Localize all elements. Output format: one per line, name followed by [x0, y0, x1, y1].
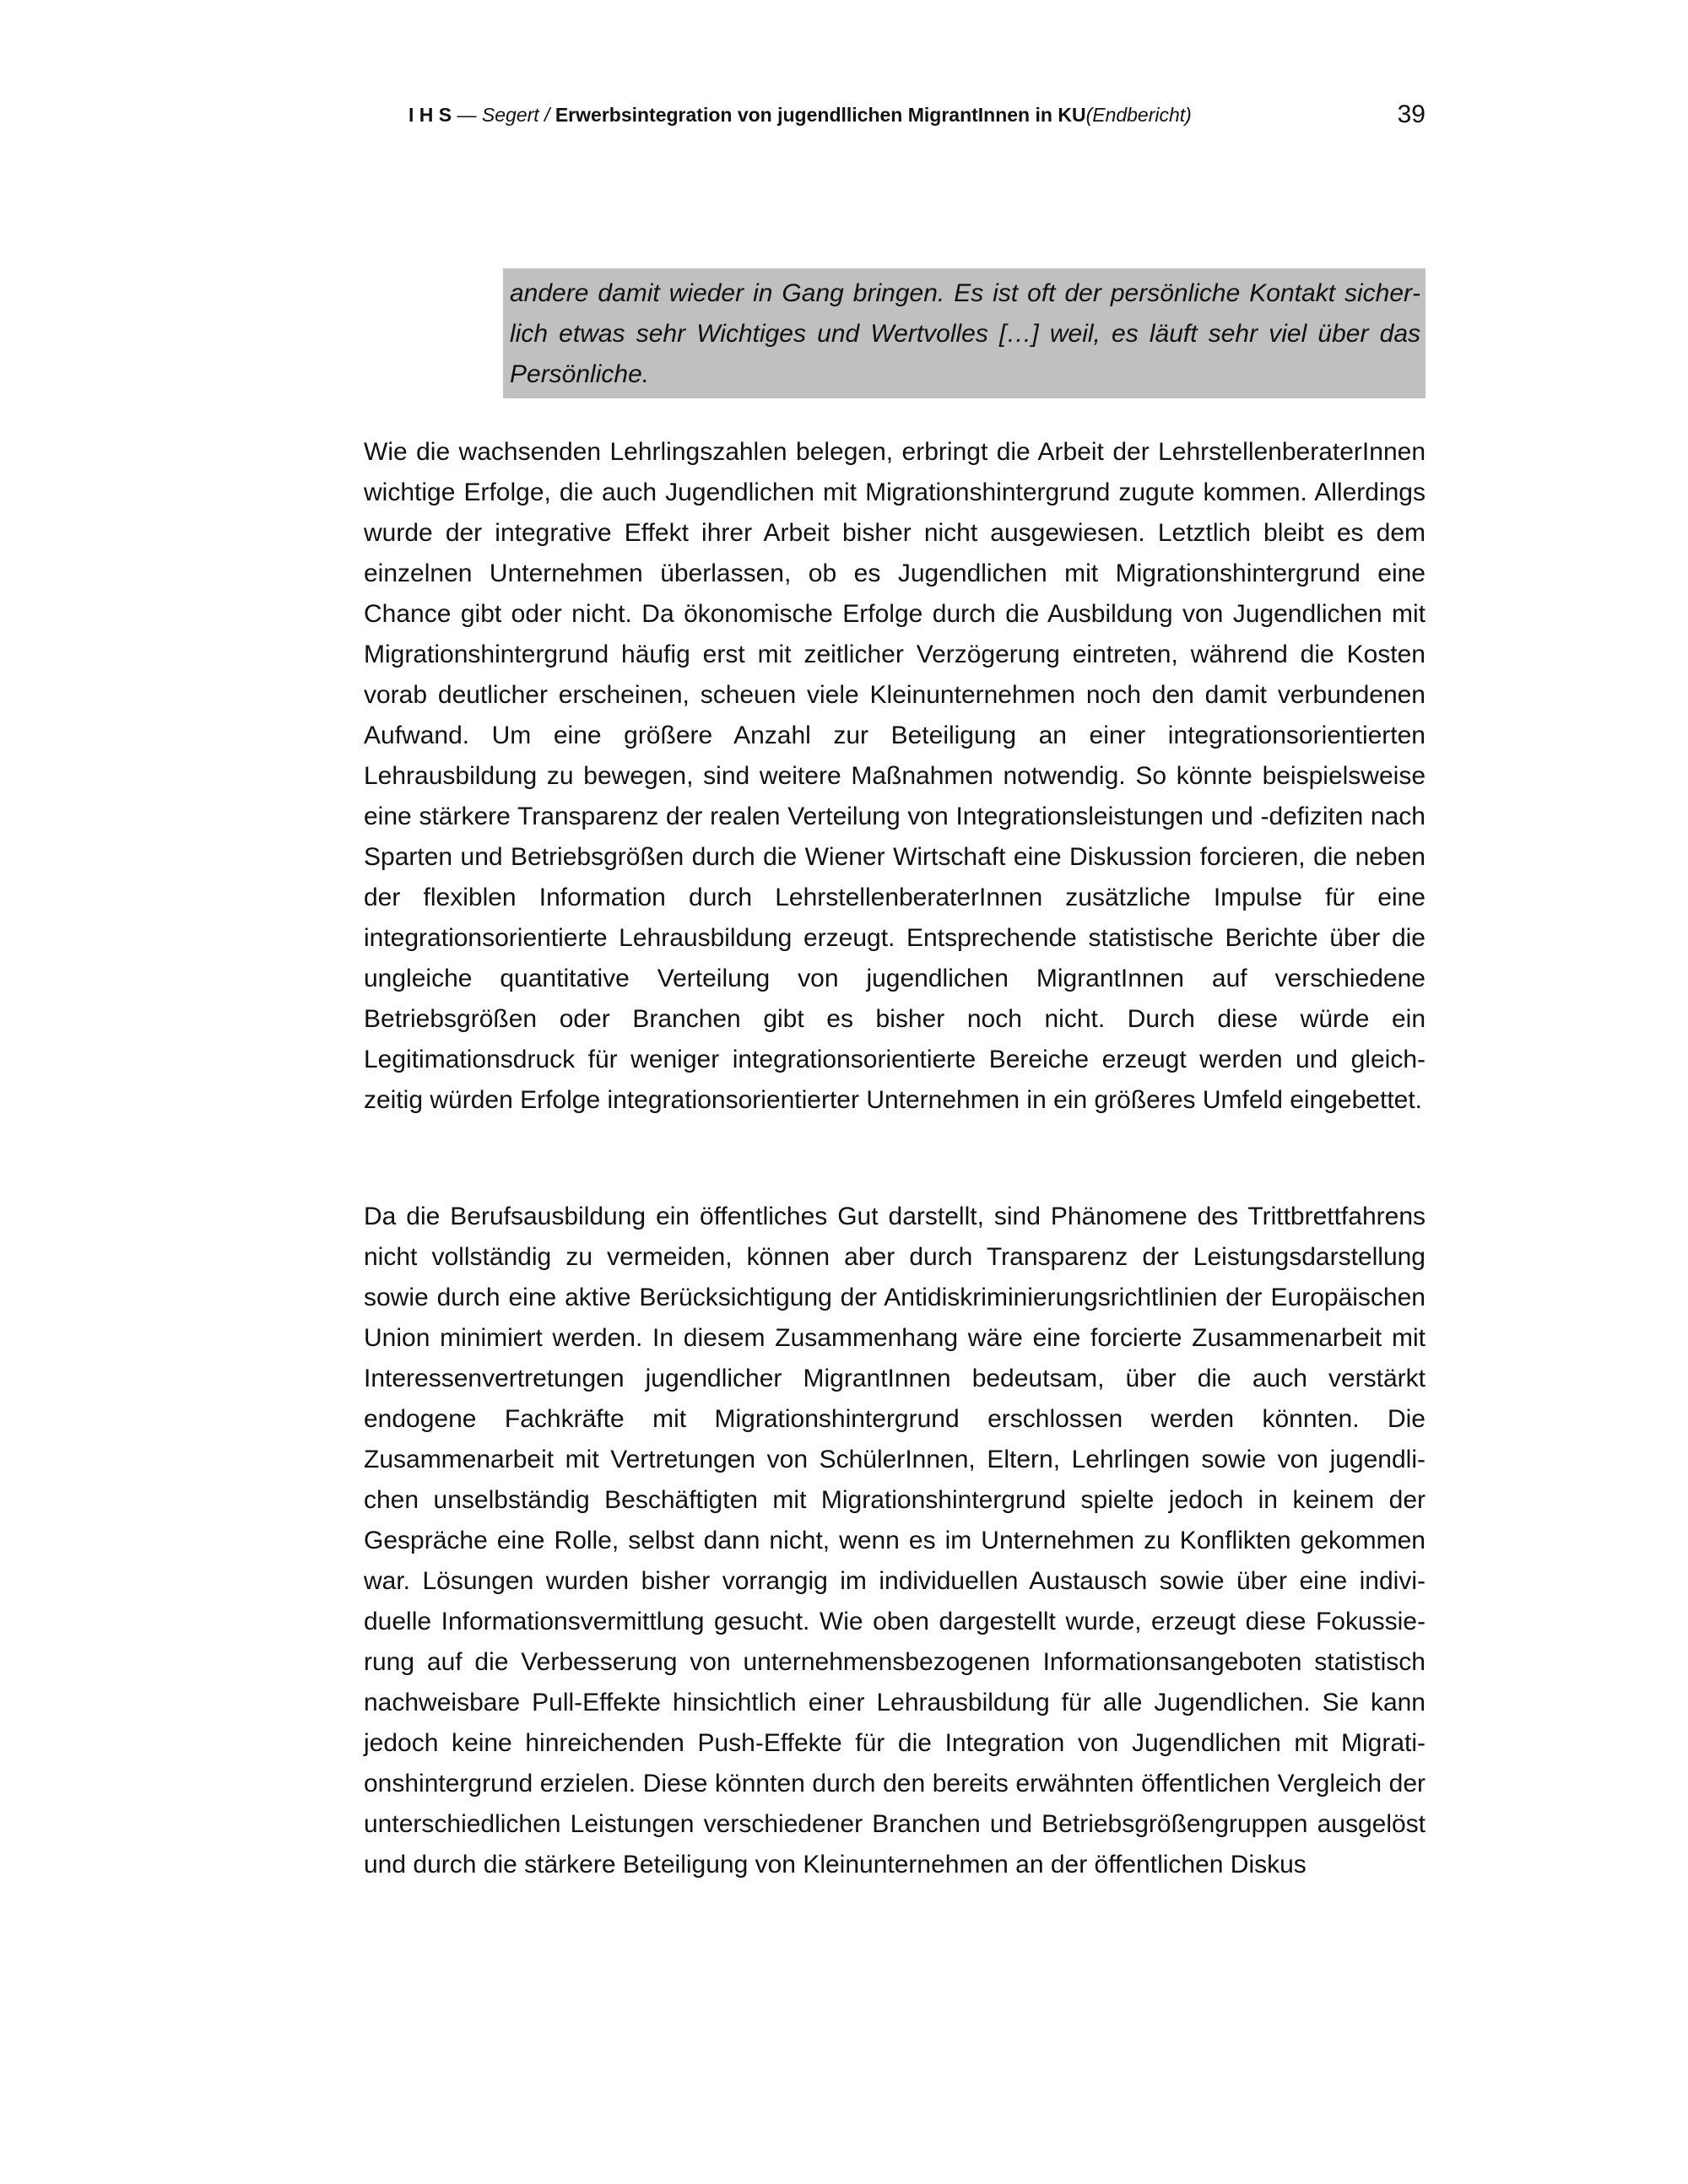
- header-separator: —: [452, 104, 482, 126]
- body-paragraph-2: Da die Berufsausbildung ein öffentliches Gut darstellt, sind Phänomene des Trittbrettfahrens nicht vollständig zu vermeiden, können aber durch Transparenz der Leistungsdarstellung sowie durch eine aktive Berücksichtigung der Antidiskriminierungsrichtlinien der Europäischen Union minimiert werden. In diesem Zusammenhang wäre eine forcierte Zusammenarbeit mit Interessenvertretungen jugendlicher MigrantInnen bedeutsam, über die auch verstärkt endogene Fachkräfte mit Migrationshintergrund erschlossen werden könnten. Die Zusammenarbeit mit Vertretungen von SchülerInnen, Eltern, Lehrlingen sowie von jugendlichen unselbständig Beschäftigten mit Migrationshintergrund spielte jedoch in keinem der Gespräche eine Rolle, selbst dann nicht, wenn es im Unternehmen zu Konflikten gekommen war. Lösungen wurden bisher vorrangig im individuellen Austausch sowie über eine individuelle Informationsvermittlung gesucht. Wie oben dargestellt wurde, erzeugt diese Fokussierung auf die Verbesserung von unternehmensbezogenen Informationsangeboten statistisch nachweisbare Pull-Effekte hinsichtlich einer Lehrausbildung für alle Jugendlichen. Sie kann jedoch keine hinreichenden Push-Effekte für die Integration von Jugendlichen mit Migrationshintergrund erzielen. Diese könnten durch den bereits erwähnten öffentlichen Vergleich der unterschiedlichen Leistungen verschiedener Branchen und Betriebsgrößengruppen ausgelöst und durch die stärkere Beteiligung von Kleinunternehmen an der öffentlichen Diskus: [364, 1203, 1426, 1879]
- running-header: [408, 96, 1426, 133]
- header-org: I H S: [408, 104, 452, 126]
- page-number: 39: [1397, 100, 1426, 128]
- header-subtitle: (Endbericht): [1085, 104, 1192, 126]
- header-author: Segert /: [481, 104, 555, 126]
- body-paragraph-1: Wie die wachsenden Lehrlingszahlen belegen, erbringt die Arbeit der LehrstellenberaterInnen wichtige Erfolge, die auch Jugendlichen mit Migrationshintergrund zugute kommen. Allerdings wurde der integrative Effekt ihrer Arbeit bisher nicht ausgewiesen. Letztlich bleibt es dem einzelnen Unternehmen überlassen, ob es Jugendlichen mit Migrationshintergrund eine Chance gibt oder nicht. Da ökonomische Erfolge durch die Ausbildung von Jugendlichen mit Migrationshintergrund häufig erst mit zeitlicher Verzögerung eintreten, während die Kosten vorab deutlicher erscheinen, scheuen viele Kleinunternehmen noch den damit verbundenen Aufwand. Um eine größere Anzahl zur Beteiligung an einer integrationsorientierten Lehrausbildung zu bewegen, sind weitere Maßnahmen notwendig. So könnte beispielsweise eine stärkere Transparenz der realen Verteilung von Integrationsleistungen und -defiziten nach Sparten und Betriebsgrößen durch die Wiener Wirtschaft eine Diskussion forcieren, die neben der flexiblen Information durch LehrstellenberaterInnen zusätzliche Impulse für eine integrationsorientierte Lehrausbildung erzeugt. Entsprechende statistische Berichte über die ungleiche quantitative Verteilung von jugendlichen MigrantInnen auf verschiedene Betriebsgrößen oder Branchen gibt es bisher noch nicht. Durch diese würde ein Legitimationsdruck für weniger integrationsorientierte Bereiche erzeugt werden und gleichzeitig würden Erfolge integrationsorientierter Unternehmen in ein größeres Umfeld eingebettet.: [364, 438, 1426, 1114]
- highlighted-quote: andere damit wieder in Gang bringen. Es ist oft der persönliche Kontakt sicherlich etwas sehr Wichtiges und Wertvolles […] weil, es läuft sehr viel über das Persönliche.: [503, 268, 1426, 398]
- header-title: Erwerbsintegration von jugendllichen MigrantInnen in KU: [555, 104, 1086, 126]
